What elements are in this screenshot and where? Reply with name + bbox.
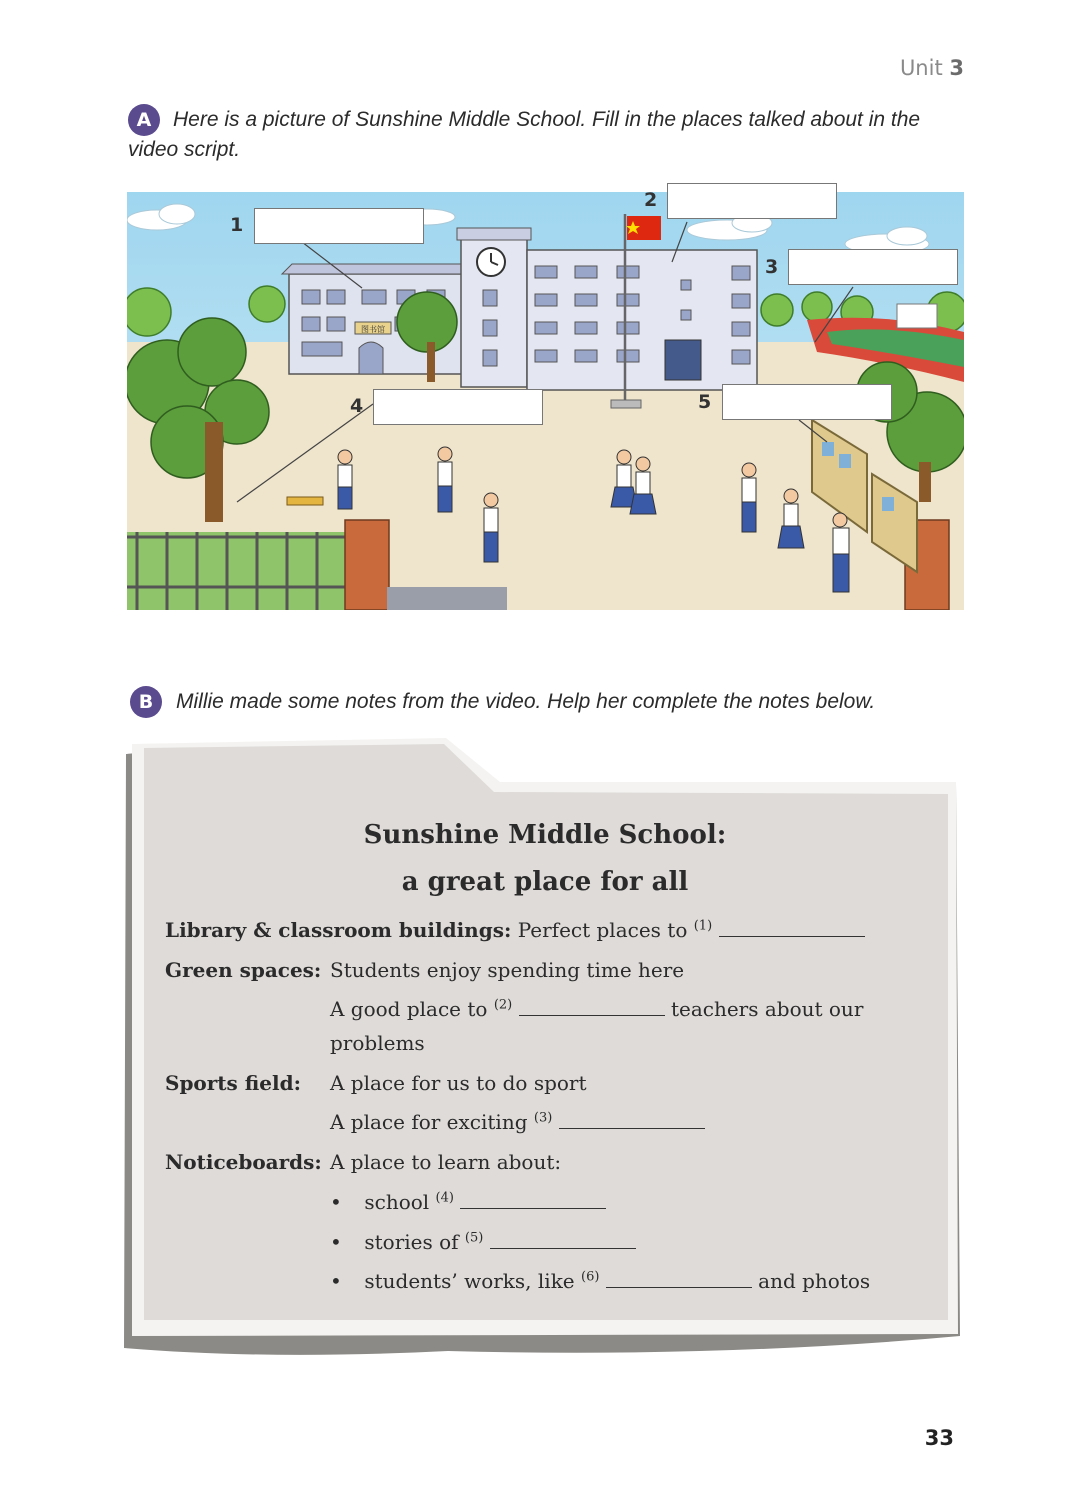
- notice-label: Noticeboards:: [165, 1150, 322, 1174]
- garden: [127, 532, 347, 610]
- sports-label-line: [165, 1071, 301, 1095]
- page-number: 33: [924, 1426, 954, 1450]
- blank-6[interactable]: [606, 1269, 752, 1288]
- library-label: Library & classroom buildings:: [165, 918, 512, 942]
- clock-tower: [457, 228, 531, 387]
- box-number-4: 4: [350, 395, 364, 417]
- blank-3[interactable]: [559, 1110, 705, 1129]
- bullet-item-1: [330, 1190, 606, 1214]
- answer-box-3[interactable]: [788, 249, 958, 285]
- bullet-item-2: [330, 1230, 636, 1254]
- green-label: Green spaces:: [165, 958, 322, 982]
- box-number-1: 1: [230, 214, 244, 236]
- blank-number-4: (4): [435, 1190, 454, 1206]
- green-text-3: problems: [330, 1031, 425, 1055]
- notice-label-line: [165, 1150, 322, 1174]
- unit-header: [900, 56, 964, 80]
- bullet-icon: •: [330, 1230, 342, 1254]
- notice-text: A place to learn about:: [330, 1150, 562, 1174]
- green-label-line: [165, 958, 321, 982]
- answer-box-4[interactable]: [373, 389, 543, 425]
- library-text: Perfect places to: [517, 918, 688, 942]
- bullet-icon: •: [330, 1190, 342, 1214]
- box-number-2: 2: [644, 189, 658, 211]
- sliding-gate: [387, 587, 507, 610]
- bench: [287, 497, 323, 505]
- note-library: [165, 918, 865, 942]
- bullet-icon: •: [330, 1269, 342, 1293]
- notes-title-line1: Sunshine Middle School:: [363, 820, 727, 850]
- blank-5[interactable]: [490, 1230, 636, 1249]
- blank-number-1: (1): [693, 918, 713, 934]
- green-text-2a: A good place to: [330, 997, 488, 1021]
- bullet-1-text: school: [364, 1190, 430, 1214]
- blank-2[interactable]: [519, 997, 665, 1016]
- answer-box-1[interactable]: [254, 208, 424, 244]
- unit-number: 3: [949, 56, 964, 80]
- notes-title-line2: a great place for all: [401, 867, 689, 897]
- classroom-building: [527, 250, 757, 390]
- note-sports-2: [330, 1110, 705, 1134]
- blank-number-2: (2): [493, 997, 513, 1013]
- green-text-2b: teachers about our: [670, 997, 864, 1021]
- box-number-5: 5: [698, 391, 712, 413]
- blank-number-3: (3): [533, 1110, 553, 1126]
- box-number-3: 3: [765, 256, 779, 278]
- note-green-2: [330, 997, 863, 1021]
- green-text-1: Students enjoy spending time here: [330, 958, 685, 982]
- blank-number-6: (6): [581, 1269, 600, 1285]
- bullet-3-text-a: students’ works, like: [364, 1269, 575, 1293]
- section-a-instruction-line1: Here is a picture of Sunshine Middle School. Fill in the places talked about in the: [173, 108, 921, 131]
- bullet-3-text-b: and photos: [758, 1269, 871, 1293]
- answer-box-2[interactable]: [667, 183, 837, 219]
- unit-word: Unit: [899, 56, 943, 80]
- sports-text-1: A place for us to do sport: [330, 1071, 587, 1095]
- library-sign: 图书馆: [361, 325, 385, 334]
- blank-4[interactable]: [460, 1190, 606, 1209]
- section-b-instruction: Millie made some notes from the video. Help her complete the notes below.: [176, 690, 876, 713]
- section-a-instruction-line2: video script.: [128, 138, 241, 161]
- section-b-badge: B: [130, 686, 162, 718]
- sports-label: Sports field:: [165, 1071, 301, 1095]
- section-a-badge: A: [128, 104, 160, 136]
- sports-text-2: A place for exciting: [330, 1110, 528, 1134]
- answer-box-5[interactable]: [722, 384, 892, 420]
- blank-number-5: (5): [464, 1230, 484, 1246]
- bullet-item-3: [330, 1269, 870, 1293]
- goal-shelter: [897, 304, 937, 328]
- blank-1[interactable]: [719, 918, 865, 937]
- bullet-2-text: stories of: [364, 1230, 459, 1254]
